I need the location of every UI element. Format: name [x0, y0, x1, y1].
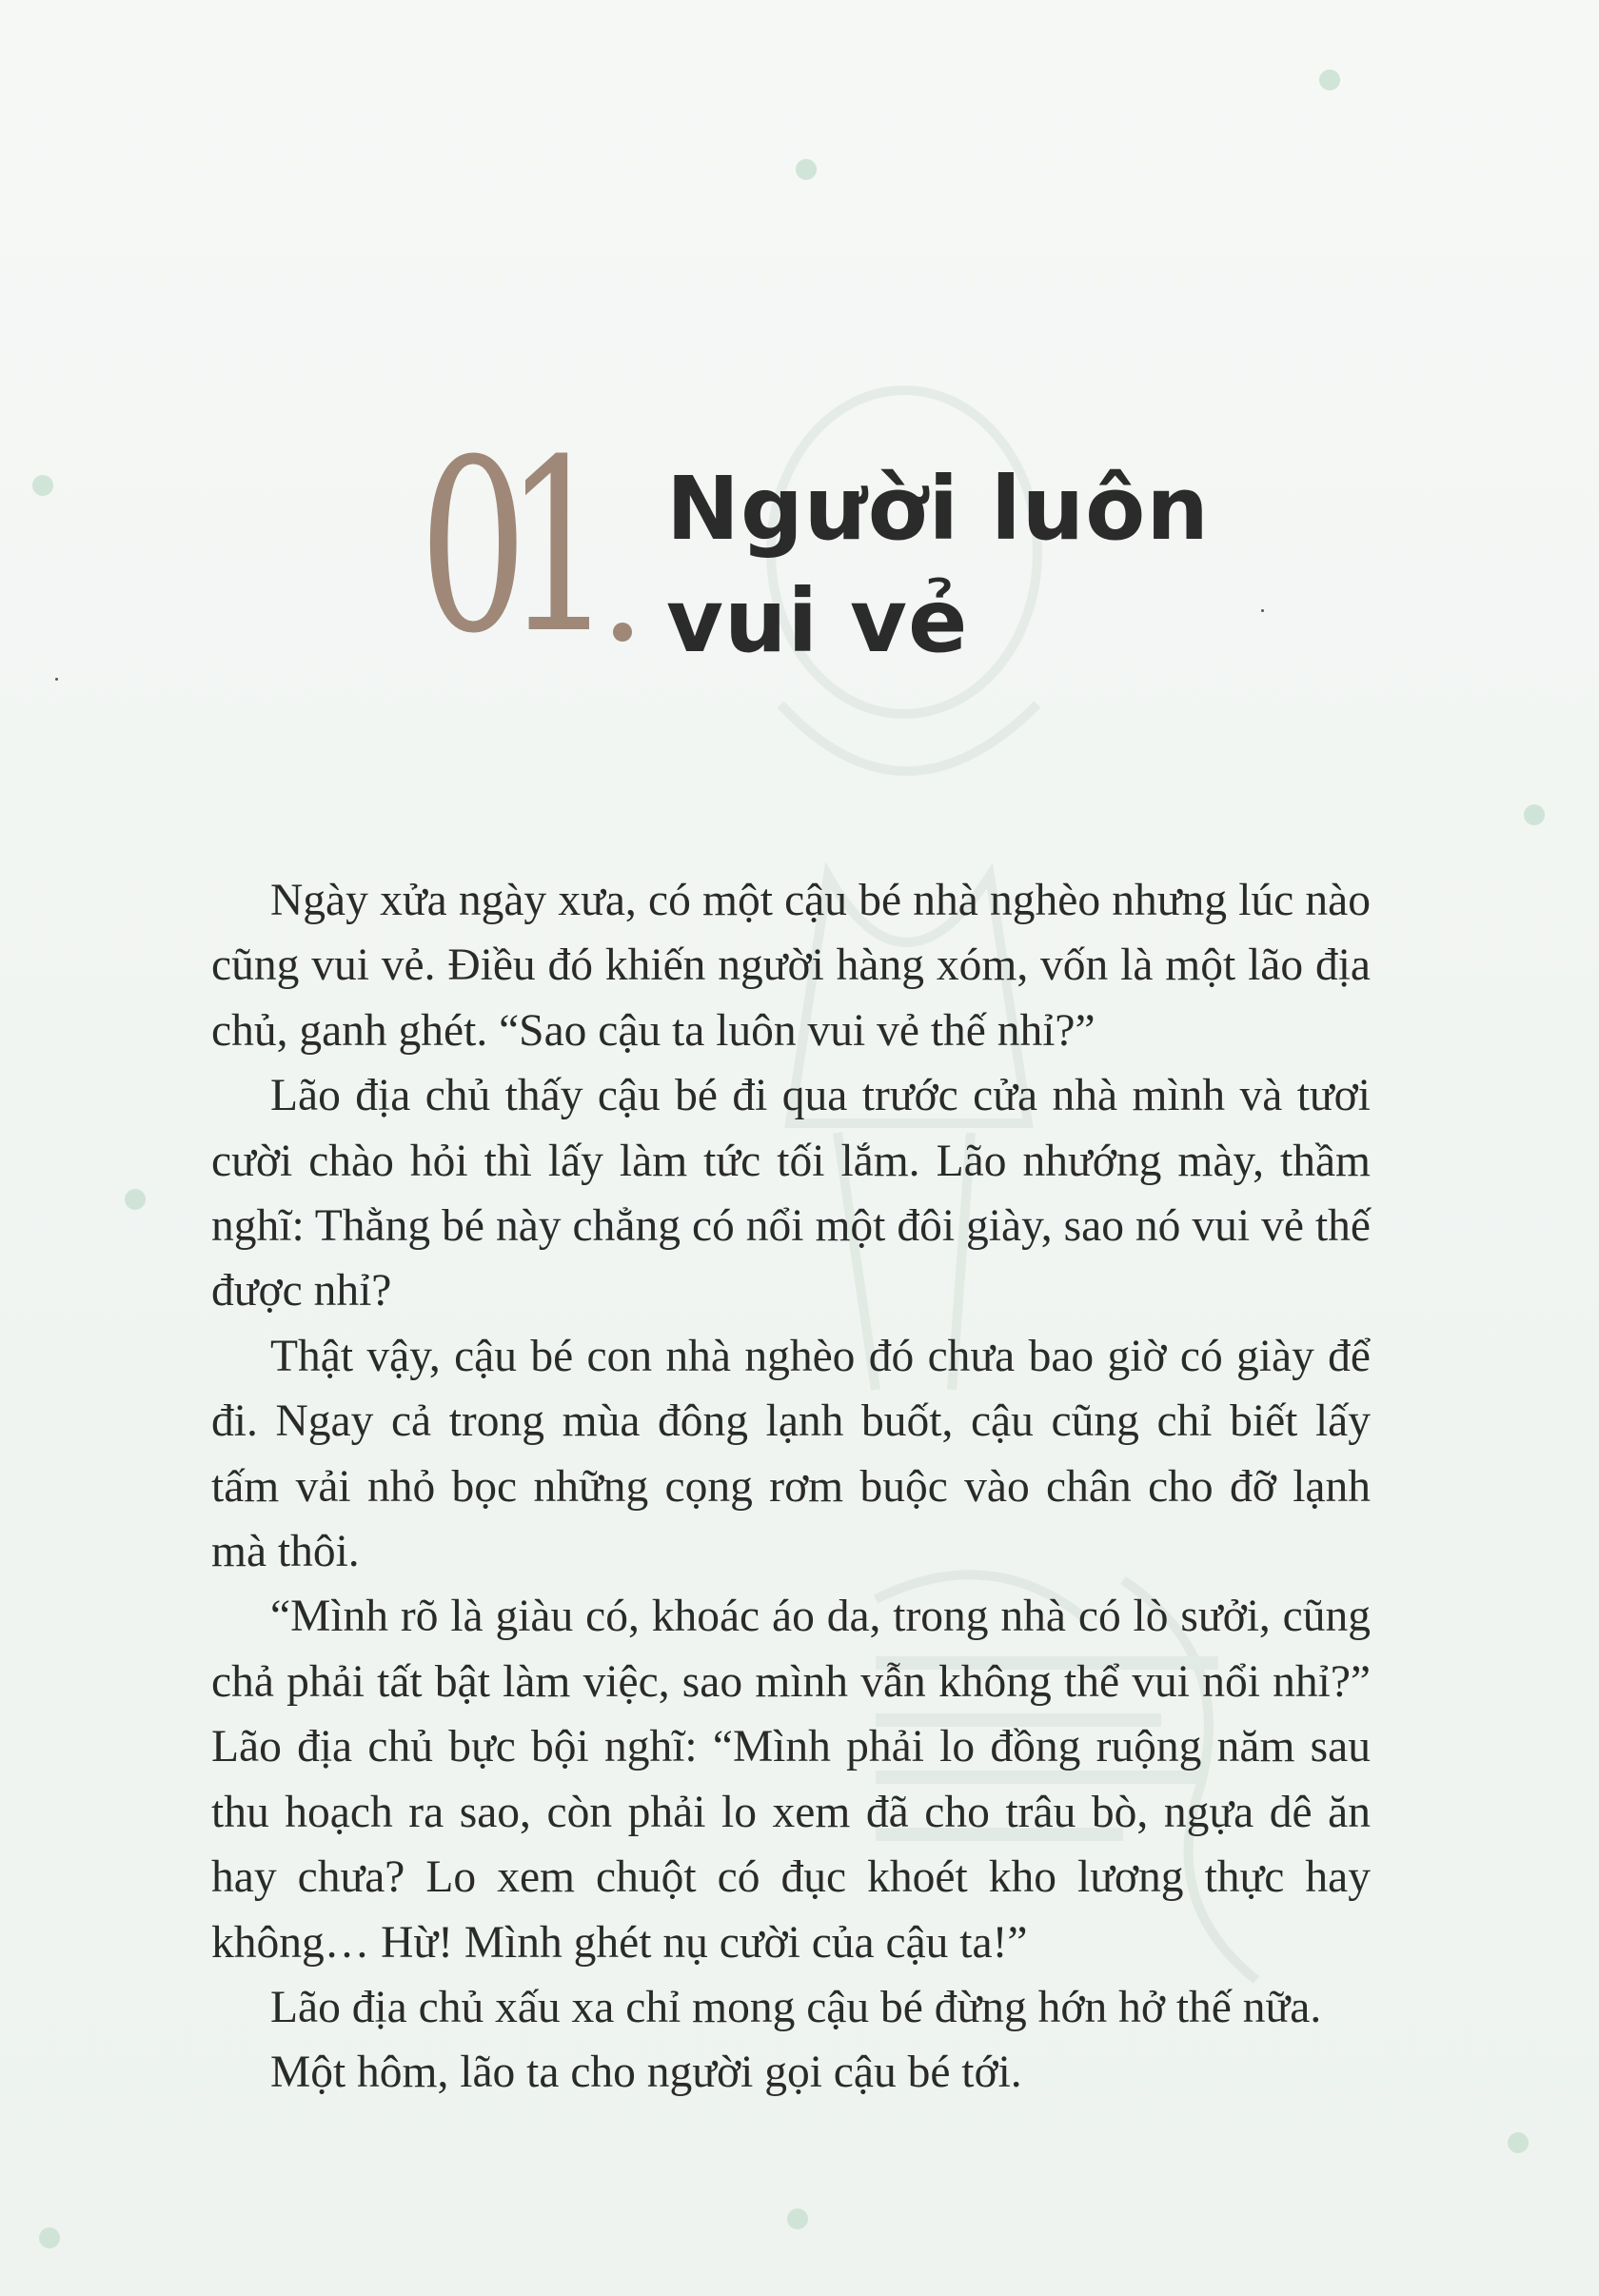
- chapter-title-line-1: Người luôn: [666, 458, 1210, 560]
- chapter-title-line-2: vui vẻ: [666, 570, 969, 672]
- chapter-header: [419, 408, 1275, 685]
- chapter-title: [666, 453, 1210, 678]
- dust-speck: [55, 678, 58, 681]
- story-body: [211, 868, 1371, 2106]
- decorative-dot: [125, 1189, 146, 1210]
- decorative-dot: [1524, 804, 1545, 825]
- decorative-dot: [39, 2227, 60, 2248]
- decorative-dot: [787, 2208, 808, 2229]
- chapter-number: 01: [419, 408, 591, 685]
- decorative-dot: [796, 159, 817, 180]
- paragraph: Một hôm, lão ta cho người gọi cậu bé tới.: [270, 2048, 1022, 2098]
- paragraph: Lão địa chủ xấu xa chỉ mong cậu bé đừng hớn hở thế nữa.: [270, 1982, 1322, 2032]
- decorative-dot: [1508, 2132, 1529, 2153]
- chapter-number-dot: [613, 623, 632, 642]
- decorative-dot: [32, 475, 53, 496]
- decorative-dot: [1319, 69, 1340, 90]
- paragraph: “Mình rõ là giàu có, khoác áo da, trong nhà có lò sưởi, cũng chả phải tất bật làm việc, sao mình vẫn không thể vui nổi nhỉ?” Lão địa chủ bực bội nghĩ: “Mình phải lo đồng ruộng năm sau thu hoạch ra sao, còn phải lo xem đã cho trâu bò, ngựa dê ăn hay chưa? Lo xem chuột có đục khoét kho lương thực hay không… Hừ! Mình ghét nụ cười của cậu ta!”: [211, 1592, 1371, 1968]
- paragraph: Ngày xửa ngày xưa, có một cậu bé nhà nghèo nhưng lúc nào cũng vui vẻ. Điều đó khiến người hàng xóm, vốn là một lão địa chủ, ganh ghét. “Sao cậu ta luôn vui vẻ thế nhỉ?”: [211, 876, 1371, 1056]
- paragraph: Lão địa chủ thấy cậu bé đi qua trước cửa nhà mình và tươi cười chào hỏi thì lấy làm tức tối lắm. Lão nhướng mày, thầm nghĩ: Thằng bé này chẳng có nổi một đôi giày, sao nó vui vẻ thế được nhỉ?: [211, 1071, 1371, 1316]
- paragraph: Thật vậy, cậu bé con nhà nghèo đó chưa bao giờ có giày để đi. Ngay cả trong mùa đông lạnh buốt, cậu cũng chỉ biết lấy tấm vải nhỏ bọc những cọng rơm buộc vào chân cho đỡ lạnh mà thôi.: [211, 1331, 1371, 1577]
